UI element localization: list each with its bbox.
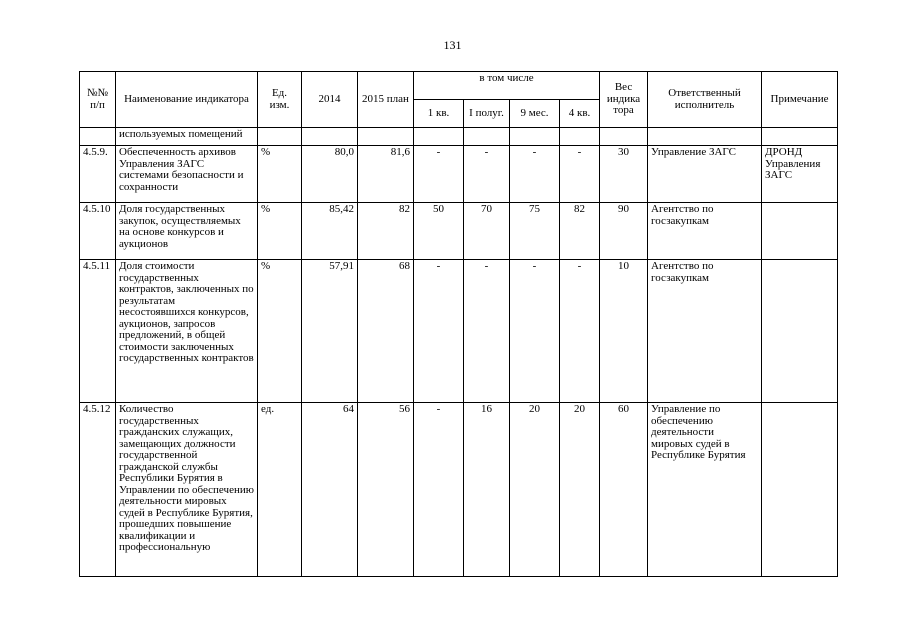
header-weight: Вес индика тора	[600, 72, 648, 128]
header-h1: I полуг.	[464, 100, 510, 128]
row-num: 4.5.9.	[80, 146, 116, 203]
row-2015: 68	[358, 260, 414, 403]
row-2015: 82	[358, 203, 414, 260]
row-note: ДРОНД Управления ЗАГС	[762, 146, 838, 203]
row-weight	[600, 128, 648, 146]
header-q4: 4 кв.	[560, 100, 600, 128]
page-number: 131	[443, 38, 462, 52]
row-q4: 82	[560, 203, 600, 260]
row-note	[762, 128, 838, 146]
row-weight: 90	[600, 203, 648, 260]
row-2014: 80,0	[302, 146, 358, 203]
row-unit	[258, 128, 302, 146]
row-9m: -	[510, 260, 560, 403]
row-note	[762, 403, 838, 577]
row-2014: 64	[302, 403, 358, 577]
row-indicator-name: Количество государственных гражданских служащих, замещающих должности государственной гражданской службы Республики Бурятия в Управлении по обеспечению деятельности мировых судей в Республике Бурятия, прошедших повышение квалификации и профессиональную	[116, 403, 258, 577]
row-q1: 50	[414, 203, 464, 260]
table-row	[80, 146, 838, 203]
header-2014: 2014	[302, 72, 358, 128]
row-h1	[464, 128, 510, 146]
row-q4: -	[560, 260, 600, 403]
row-9m: 75	[510, 203, 560, 260]
row-q4	[560, 128, 600, 146]
header-name: Наименование индикатора	[116, 72, 258, 128]
row-h1: -	[464, 260, 510, 403]
header-note: Примечание	[762, 72, 838, 128]
row-num: 4.5.10	[80, 203, 116, 260]
row-indicator-name: Доля государственных закупок, осуществляемых на основе конкурсов и аукционов	[116, 203, 258, 260]
row-h1: -	[464, 146, 510, 203]
indicators-table	[79, 71, 838, 577]
header-9m: 9 мес.	[510, 100, 560, 128]
header-2015: 2015 план	[358, 72, 414, 128]
row-h1: 16	[464, 403, 510, 577]
row-q4: -	[560, 146, 600, 203]
row-2014: 57,91	[302, 260, 358, 403]
table-row	[80, 203, 838, 260]
row-indicator-name: Доля стоимости государственных контрактов, заключенных по результатам несостоявшихся конкурсов, аукционов, запросов предложений, в общей стоимости заключенных государственных контрактов	[116, 260, 258, 403]
row-responsible	[648, 128, 762, 146]
table-row	[80, 260, 838, 403]
row-responsible: Агентство по госзакупкам	[648, 203, 762, 260]
row-unit: ед.	[258, 403, 302, 577]
row-9m: -	[510, 146, 560, 203]
row-2014: 85,42	[302, 203, 358, 260]
row-q1: -	[414, 403, 464, 577]
row-q1: -	[414, 260, 464, 403]
header-including: в том числе	[414, 72, 600, 100]
row-responsible: Управление по обеспечению деятельности мировых судей в Республике Бурятия	[648, 403, 762, 577]
row-2015: 81,6	[358, 146, 414, 203]
header-unit: Ед. изм.	[258, 72, 302, 128]
row-weight: 10	[600, 260, 648, 403]
row-unit: %	[258, 203, 302, 260]
row-responsible: Агентство по госзакупкам	[648, 260, 762, 403]
row-responsible: Управление ЗАГС	[648, 146, 762, 203]
row-num	[80, 128, 116, 146]
row-unit: %	[258, 146, 302, 203]
row-indicator-name: Обеспеченность архивов Управления ЗАГС системами безопасности и сохранности	[116, 146, 258, 203]
header-q1: 1 кв.	[414, 100, 464, 128]
row-unit: %	[258, 260, 302, 403]
header-responsible: Ответственный исполнитель	[648, 72, 762, 128]
row-num: 4.5.12	[80, 403, 116, 577]
row-9m	[510, 128, 560, 146]
row-2014	[302, 128, 358, 146]
table-row	[80, 128, 838, 146]
row-h1: 70	[464, 203, 510, 260]
row-2015	[358, 128, 414, 146]
row-note	[762, 203, 838, 260]
row-weight: 30	[600, 146, 648, 203]
row-9m: 20	[510, 403, 560, 577]
header-num: №№ п/п	[80, 72, 116, 128]
row-weight: 60	[600, 403, 648, 577]
table-row	[80, 403, 838, 577]
row-q1: -	[414, 146, 464, 203]
row-q4: 20	[560, 403, 600, 577]
row-indicator-name: используемых помещений	[116, 128, 258, 146]
row-note	[762, 260, 838, 403]
row-num: 4.5.11	[80, 260, 116, 403]
row-q1	[414, 128, 464, 146]
row-2015: 56	[358, 403, 414, 577]
